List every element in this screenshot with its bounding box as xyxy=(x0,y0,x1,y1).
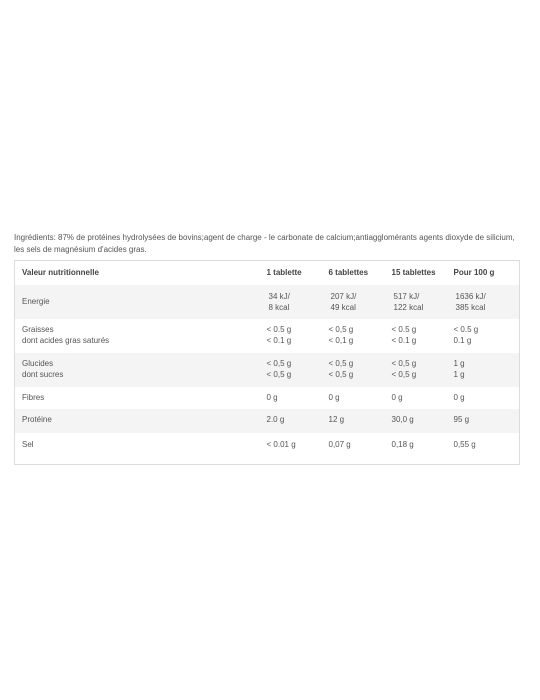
label-line: dont sucres xyxy=(22,369,64,379)
header-1-tablet: 1 tablette xyxy=(266,268,302,277)
label-line: dont acides gras saturés xyxy=(22,335,110,345)
label-line: Protéine xyxy=(22,414,52,424)
cell-per-100g xyxy=(454,433,520,465)
cell-6-tablets xyxy=(329,433,392,465)
cell-1-tablet xyxy=(267,433,329,465)
cell-1-tablet xyxy=(267,353,329,387)
value-line: 0 g xyxy=(453,392,465,402)
table-row-sel xyxy=(15,433,520,465)
value-line: < 0,1 g xyxy=(328,335,354,345)
cell-1-tablet xyxy=(267,319,329,353)
cell-15-tablets xyxy=(392,319,454,353)
value-line: 385 kcal xyxy=(455,302,486,312)
value-line: 0,55 g xyxy=(453,439,476,449)
value-line: < 0.5 g xyxy=(266,324,292,334)
cell-per-100g xyxy=(454,409,520,433)
cell-6-tablets xyxy=(329,387,392,409)
cell-6-tablets xyxy=(329,409,392,433)
cell-6-tablets xyxy=(329,285,392,319)
value-line: < 0,5 g xyxy=(328,369,354,379)
value-line: 49 kcal xyxy=(330,302,356,312)
value-line: 207 kJ/ xyxy=(330,291,357,301)
cell-1-tablet xyxy=(267,409,329,433)
value-line: 0 g xyxy=(266,392,278,402)
value-line: 30,0 g xyxy=(391,414,414,424)
table-row-proteine xyxy=(15,409,520,433)
value-line: 1 g xyxy=(453,358,465,368)
value-line: 0 g xyxy=(328,392,340,402)
value-line: 0,18 g xyxy=(391,439,414,449)
value-line: 122 kcal xyxy=(393,302,424,312)
value-line: < 0,5 g xyxy=(391,369,417,379)
cell-per-100g xyxy=(454,285,520,319)
table-row-glucides xyxy=(15,353,520,387)
value-line: < 0,5 g xyxy=(328,358,354,368)
value-line: < 0.1 g xyxy=(391,335,417,345)
value-line: < 0,5 g xyxy=(328,324,354,334)
label-line: Glucides xyxy=(22,358,54,368)
label-line: Sel xyxy=(22,439,34,449)
cell-per-100g xyxy=(454,387,520,409)
nutrition-table xyxy=(14,260,520,465)
value-line: 34 kJ/ xyxy=(268,291,290,301)
cell-15-tablets xyxy=(392,353,454,387)
value-line: 8 kcal xyxy=(268,302,290,312)
cell-1-tablet xyxy=(267,285,329,319)
cell-per-100g xyxy=(454,319,520,353)
cell-15-tablets xyxy=(392,409,454,433)
cell-15-tablets xyxy=(392,285,454,319)
label-line: Energie xyxy=(22,296,50,306)
table-row-graisses xyxy=(15,319,520,353)
cell-15-tablets xyxy=(392,433,454,465)
cell-per-100g xyxy=(454,353,520,387)
cell-15-tablets xyxy=(392,387,454,409)
value-line: 0.1 g xyxy=(453,335,472,345)
row-label xyxy=(15,387,267,409)
table-row-energie xyxy=(15,285,520,319)
cell-1-tablet xyxy=(267,387,329,409)
header-15-tablets: 15 tablettes xyxy=(391,268,436,277)
value-line: < 0,5 g xyxy=(391,358,417,368)
row-label xyxy=(15,353,267,387)
value-line: 12 g xyxy=(328,414,345,424)
value-line: 0 g xyxy=(391,392,403,402)
cell-6-tablets xyxy=(329,353,392,387)
value-line: 1 g xyxy=(453,369,465,379)
cell-6-tablets xyxy=(329,319,392,353)
value-line: < 0.5 g xyxy=(391,324,417,334)
value-line: < 0.01 g xyxy=(266,439,296,449)
value-line: < 0,5 g xyxy=(266,369,292,379)
header-per-100g: Pour 100 g xyxy=(453,268,495,277)
header-nutrition-value: Valeur nutritionnelle xyxy=(22,268,99,277)
label-line: Graisses xyxy=(22,324,54,334)
row-label xyxy=(15,433,267,465)
value-line: < 0,5 g xyxy=(266,358,292,368)
label-line: Fibres xyxy=(22,392,45,402)
row-label xyxy=(15,319,267,353)
value-line: < 0.1 g xyxy=(266,335,292,345)
table-row-fibres xyxy=(15,387,520,409)
row-label xyxy=(15,409,267,433)
value-line: 517 kJ/ xyxy=(393,291,420,301)
value-line: 2.0 g xyxy=(266,414,285,424)
ingredients-text: Ingrédients: 87% de protéines hydrolysées de bovins;agent de charge - le carbonate de calcium;antiagglomérants agents dioxyde de silicium, les sels de magnésium d'acides gras. xyxy=(14,233,515,254)
value-line: 1636 kJ/ xyxy=(455,291,486,301)
value-line: < 0.5 g xyxy=(453,324,479,334)
row-label xyxy=(15,285,267,319)
value-line: 95 g xyxy=(453,414,470,424)
header-6-tablets: 6 tablettes xyxy=(328,268,369,277)
value-line: 0,07 g xyxy=(328,439,351,449)
table-header-row xyxy=(15,261,520,285)
